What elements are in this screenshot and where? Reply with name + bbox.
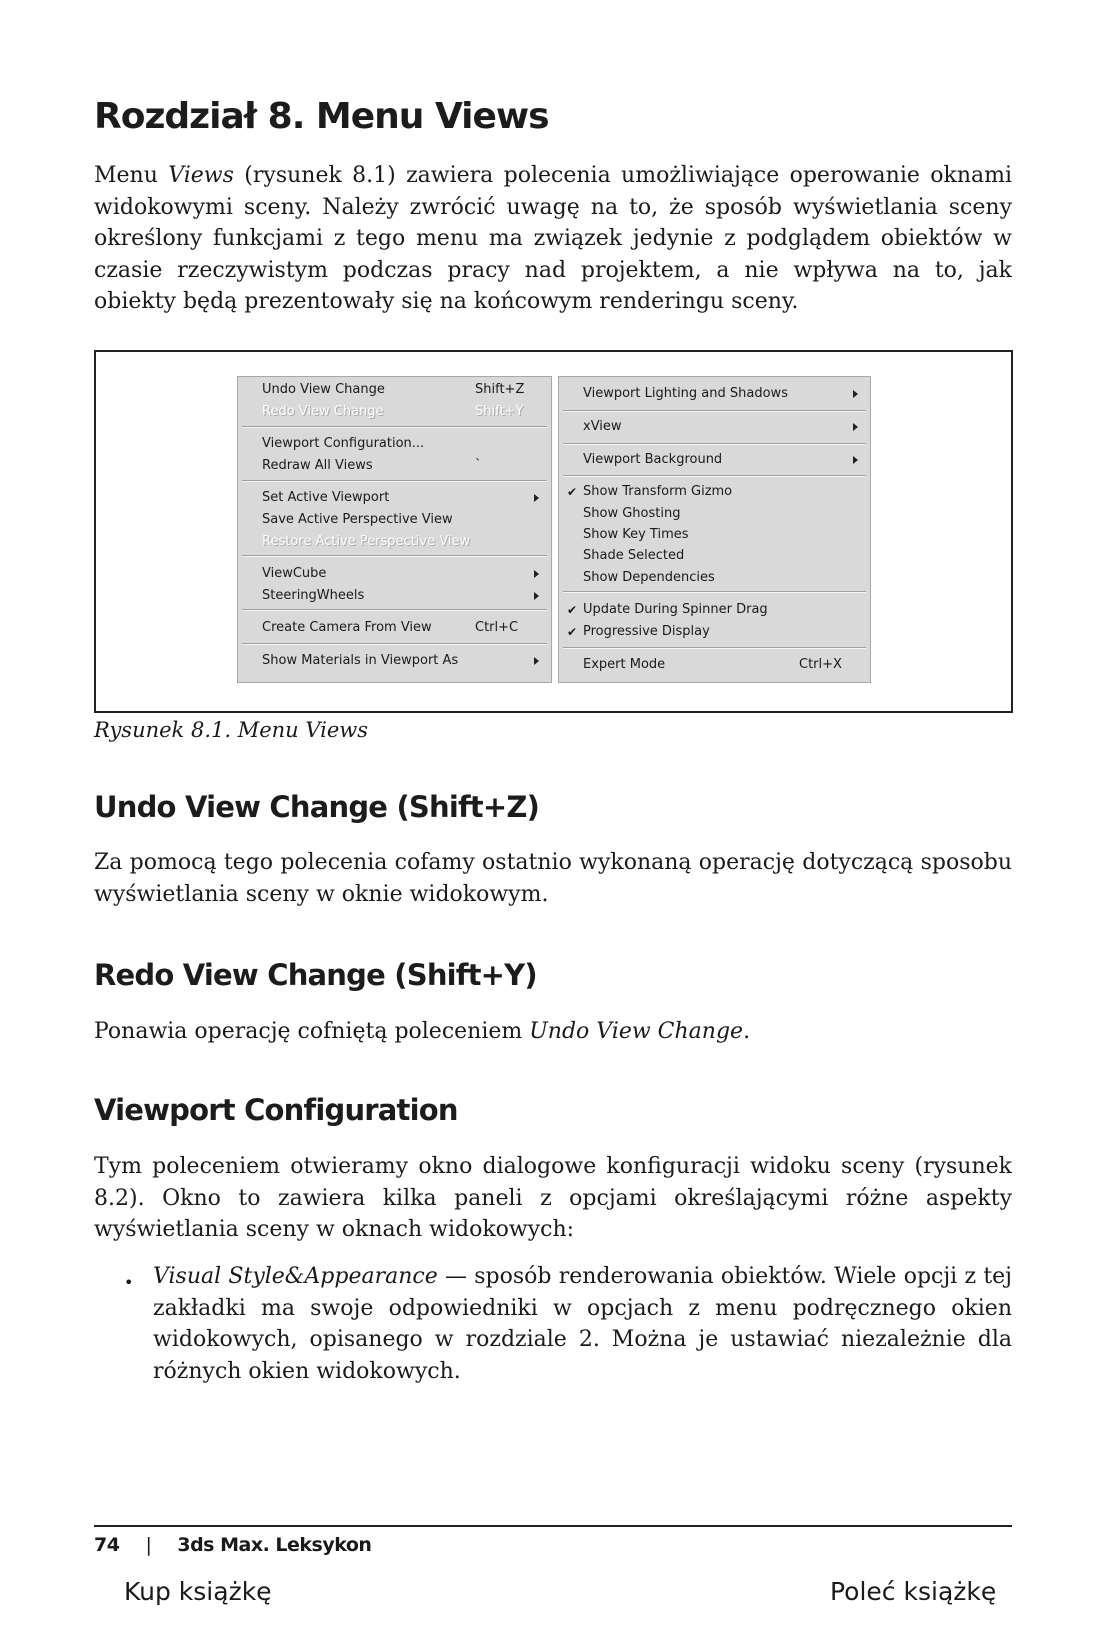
recommend-book-link[interactable]: Poleć książkę (830, 1577, 997, 1606)
intro-text-1: Menu (94, 163, 169, 188)
menu-item-label: Show Materials in Viewport As (262, 653, 459, 668)
menu-item-label: Save Active Perspective View (262, 512, 453, 527)
submenu-arrow-icon (853, 423, 858, 431)
section-viewport-config-title: Viewport Configuration (94, 1093, 458, 1127)
menu-item-show-ghosting[interactable] (559, 503, 870, 525)
menu-item-label: Undo View Change (262, 382, 385, 397)
checkmark-icon: ✔ (567, 603, 578, 617)
menu-item-restore-active-perspective-view (238, 531, 551, 553)
buy-book-link[interactable]: Kup książkę (124, 1577, 272, 1606)
menu-separator (242, 480, 547, 482)
menu-item-save-active-perspective-view[interactable] (238, 509, 551, 531)
menu-item-label: ViewCube (262, 566, 327, 581)
section-undo-title: Undo View Change (Shift+Z) (94, 790, 540, 824)
submenu-arrow-icon (534, 592, 539, 600)
menu-item-viewport-background[interactable] (559, 449, 870, 471)
submenu-arrow-icon (853, 390, 858, 398)
menu-item-label: Show Key Times (583, 527, 689, 542)
menu-item-viewport-lighting-and-shadows[interactable] (559, 383, 870, 405)
figure-caption: Rysunek 8.1. Menu Views (94, 718, 369, 742)
menu-item-label: Shade Selected (583, 548, 685, 563)
menu-item-label: Show Transform Gizmo (583, 484, 733, 499)
menu-item-label: Viewport Configuration... (262, 436, 425, 451)
menu-item-viewport-configuration[interactable] (238, 433, 551, 455)
list-bullet: • (124, 1273, 134, 1292)
section-viewport-config-text: Tym poleceniem otwieramy okno dialogowe konfiguracji widoku sceny (rysunek 8.2). Okno to zawiera kilka paneli z opcjami określającymi różne aspekty wyświetlania sceny w oknach widokowych: (94, 1154, 1012, 1242)
intro-em: Views (168, 163, 234, 188)
menu-item-shortcut: ` (475, 458, 482, 473)
menu-item-label: Expert Mode (583, 657, 666, 672)
menu-item-progressive-display[interactable] (559, 621, 870, 643)
menu-separator (563, 591, 866, 593)
menu-item-show-dependencies[interactable] (559, 567, 870, 589)
menu-item-label: Restore Active Perspective View (262, 534, 471, 549)
intro-paragraph (94, 160, 1012, 318)
menu-item-shortcut: Ctrl+C (475, 620, 519, 635)
menu-item-undo-view-change[interactable] (238, 379, 551, 401)
views-menu-left (237, 376, 552, 683)
menu-separator (563, 443, 866, 445)
menu-separator (242, 609, 547, 611)
menu-item-shortcut: Shift+Y (475, 404, 524, 419)
menu-item-set-active-viewport[interactable] (238, 487, 551, 509)
menu-item-show-key-times[interactable] (559, 524, 870, 546)
footer-rule (94, 1525, 1012, 1527)
menu-item-label: Create Camera From View (262, 620, 432, 635)
page-number: 74 (94, 1534, 120, 1556)
menu-item-redo-view-change (238, 401, 551, 423)
menu-item-create-camera-from-view[interactable] (238, 617, 551, 639)
menu-item-redraw-all-views[interactable] (238, 455, 551, 477)
list-item-em: Visual Style&Appearance (153, 1264, 438, 1289)
menu-separator (242, 555, 547, 557)
intro-text-2: (rysunek 8.1) zawiera polecenia umożliwiające operowanie oknami widokowymi sceny. Należy zwrócić uwagę na to, że sposób wyświetlania sceny określony funkcjami z tego menu ma związek jedynie z podglądem obiektów w czasie rzeczywistym podczas pracy nad projektem, a nie wpływa na to, jak obiekty będą prezentowały się na końcowym renderingu sceny. (94, 163, 1012, 314)
menu-item-expert-mode[interactable] (559, 654, 870, 676)
submenu-arrow-icon (534, 494, 539, 502)
section-redo-title: Redo View Change (Shift+Y) (94, 958, 537, 992)
menu-item-show-transform-gizmo[interactable] (559, 481, 870, 503)
checkmark-icon: ✔ (567, 485, 578, 499)
footer (94, 1534, 371, 1556)
section-undo-text: Za pomocą tego polecenia cofamy ostatnio wykonaną operację dotyczącą sposobu wyświetlania sceny w oknie widokowym. (94, 850, 1012, 907)
menu-item-shortcut: Shift+Z (475, 382, 525, 397)
menu-item-show-materials-in-viewport-as[interactable] (238, 650, 551, 672)
menu-separator (242, 426, 547, 428)
menu-item-shortcut: Ctrl+X (799, 657, 842, 672)
views-menu-right (558, 376, 871, 683)
section-redo-text (94, 1016, 1012, 1048)
menu-item-label: SteeringWheels (262, 588, 365, 603)
menu-item-label: Viewport Lighting and Shadows (583, 386, 788, 401)
menu-item-label: Show Dependencies (583, 570, 715, 585)
submenu-arrow-icon (534, 570, 539, 578)
figure-8-1 (94, 350, 1013, 713)
menu-item-label: Show Ghosting (583, 506, 681, 521)
redo-text-2: . (743, 1019, 751, 1044)
book-title: 3ds Max. Leksykon (177, 1534, 372, 1556)
footer-separator: | (145, 1534, 152, 1556)
chapter-title: Rozdział 8. Menu Views (94, 96, 549, 137)
menu-separator (563, 475, 866, 477)
menu-separator (563, 647, 866, 649)
menu-item-label: Redo View Change (262, 404, 384, 419)
checkmark-icon: ✔ (567, 625, 578, 639)
menu-separator (242, 643, 547, 645)
redo-em: Undo View Change (529, 1019, 744, 1044)
list-item-visual-style (153, 1261, 1012, 1387)
menu-item-update-during-spinner-drag[interactable] (559, 599, 870, 621)
menu-item-label: Progressive Display (583, 624, 710, 639)
menu-item-xview[interactable] (559, 416, 870, 438)
menu-item-viewcube[interactable] (238, 563, 551, 585)
menu-item-label: Set Active Viewport (262, 490, 390, 505)
list-item-text: — sposób renderowania obiektów. Wiele opcji z tej zakładki ma swoje odpowiedniki w opcjach z menu podręcznego okien widokowych, opisanego w rozdziale 2. Można je ustawiać niezależnie dla różnych okien widokowych. (153, 1264, 1012, 1384)
submenu-arrow-icon (853, 456, 858, 464)
submenu-arrow-icon (534, 657, 539, 665)
menu-item-label: Update During Spinner Drag (583, 602, 768, 617)
menu-item-label: Viewport Background (583, 452, 723, 467)
menu-item-shade-selected[interactable] (559, 545, 870, 567)
menu-item-label: xView (583, 419, 622, 434)
redo-text-1: Ponawia operację cofniętą poleceniem (94, 1019, 530, 1044)
menu-separator (563, 410, 866, 412)
menu-item-label: Redraw All Views (262, 458, 373, 473)
menu-item-steeringwheels[interactable] (238, 585, 551, 607)
